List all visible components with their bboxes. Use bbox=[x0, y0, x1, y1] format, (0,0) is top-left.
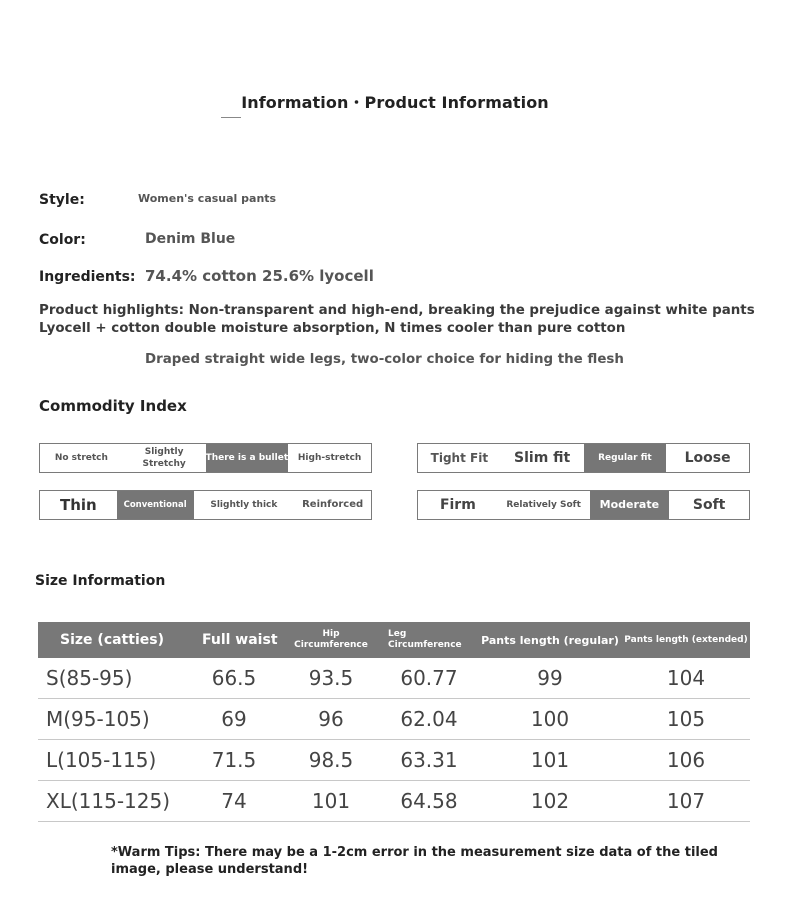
length-extended-cell: 106 bbox=[622, 740, 750, 781]
thickness-index bbox=[39, 490, 372, 520]
hip-cell: 101 bbox=[282, 781, 380, 822]
column-header: Full waist bbox=[186, 622, 282, 658]
column-header: Leg Circumference bbox=[380, 622, 478, 658]
length-extended-cell: 105 bbox=[622, 699, 750, 740]
length-regular-cell: 99 bbox=[478, 658, 622, 699]
thickness-option: Reinforced bbox=[302, 499, 364, 510]
length-extended-cell: 104 bbox=[622, 658, 750, 699]
leg-cell: 62.04 bbox=[380, 699, 478, 740]
column-header: Hip Circumference bbox=[282, 622, 380, 658]
thickness-option: Thin bbox=[60, 496, 97, 514]
thickness-option: Slightly thick bbox=[210, 500, 278, 510]
style-label: Style: bbox=[39, 192, 85, 208]
size-cell: XL(115-125) bbox=[38, 781, 186, 822]
size-table bbox=[38, 622, 750, 822]
length-regular-cell: 101 bbox=[478, 740, 622, 781]
fit-index bbox=[417, 443, 750, 473]
ingredients-value: 74.4% cotton 25.6% lyocell bbox=[145, 267, 374, 285]
leg-cell: 60.77 bbox=[380, 658, 478, 699]
table-row bbox=[38, 781, 750, 822]
thickness-option-selected: Conventional bbox=[117, 491, 194, 519]
waist-cell: 66.5 bbox=[186, 658, 282, 699]
title-divider bbox=[221, 117, 241, 118]
column-header: Size (catties) bbox=[38, 622, 186, 658]
stretch-option-selected: There is a bullet bbox=[206, 444, 289, 472]
waist-cell: 71.5 bbox=[186, 740, 282, 781]
table-row bbox=[38, 699, 750, 740]
softness-option: Firm bbox=[439, 497, 476, 513]
stretch-option: High-stretch bbox=[297, 453, 362, 463]
table-row bbox=[38, 658, 750, 699]
stretch-option: No stretch bbox=[54, 453, 108, 463]
size-cell: L(105-115) bbox=[38, 740, 186, 781]
hip-cell: 96 bbox=[282, 699, 380, 740]
leg-cell: 64.58 bbox=[380, 781, 478, 822]
highlights-line-3: Draped straight wide legs, two-color choice for hiding the flesh bbox=[145, 352, 624, 367]
softness-option: Relatively Soft bbox=[506, 500, 581, 510]
size-cell: S(85-95) bbox=[38, 658, 186, 699]
size-information-title: Size Information bbox=[35, 573, 166, 589]
warm-tips-note: *Warm Tips: There may be a 1-2cm error in the measurement size data of the tiled image, please understand! bbox=[111, 845, 718, 877]
page-title: Information・Product Information bbox=[241, 93, 549, 112]
softness-index bbox=[417, 490, 750, 520]
softness-option: Soft bbox=[692, 497, 726, 513]
highlights-line-1: Product highlights: Non-transparent and high-end, breaking the prejudice against white pants bbox=[39, 303, 755, 318]
fit-option: Loose bbox=[684, 450, 731, 466]
leg-cell: 63.31 bbox=[380, 740, 478, 781]
fit-option-selected: Regular fit bbox=[584, 444, 667, 472]
fit-option: Tight Fit bbox=[430, 451, 489, 465]
color-value: Denim Blue bbox=[145, 231, 236, 247]
hip-cell: 98.5 bbox=[282, 740, 380, 781]
table-row bbox=[38, 740, 750, 781]
softness-option-selected: Moderate bbox=[590, 491, 670, 519]
table-header-row bbox=[38, 622, 750, 658]
stretch-index bbox=[39, 443, 372, 473]
column-header: Pants length (regular) bbox=[478, 622, 622, 658]
length-extended-cell: 107 bbox=[622, 781, 750, 822]
length-regular-cell: 102 bbox=[478, 781, 622, 822]
hip-cell: 93.5 bbox=[282, 658, 380, 699]
waist-cell: 69 bbox=[186, 699, 282, 740]
length-regular-cell: 100 bbox=[478, 699, 622, 740]
color-label: Color: bbox=[39, 232, 86, 248]
ingredients-label: Ingredients: bbox=[39, 269, 136, 285]
highlights-line-2: Lyocell + cotton double moisture absorption, N times cooler than pure cotton bbox=[39, 321, 626, 336]
fit-option: Slim fit bbox=[514, 450, 571, 466]
waist-cell: 74 bbox=[186, 781, 282, 822]
stretch-option: Slightly Stretchy bbox=[142, 447, 186, 469]
commodity-index-title: Commodity Index bbox=[39, 397, 187, 415]
size-cell: M(95-105) bbox=[38, 699, 186, 740]
style-value: Women's casual pants bbox=[138, 192, 277, 205]
column-header: Pants length (extended) bbox=[622, 622, 750, 658]
